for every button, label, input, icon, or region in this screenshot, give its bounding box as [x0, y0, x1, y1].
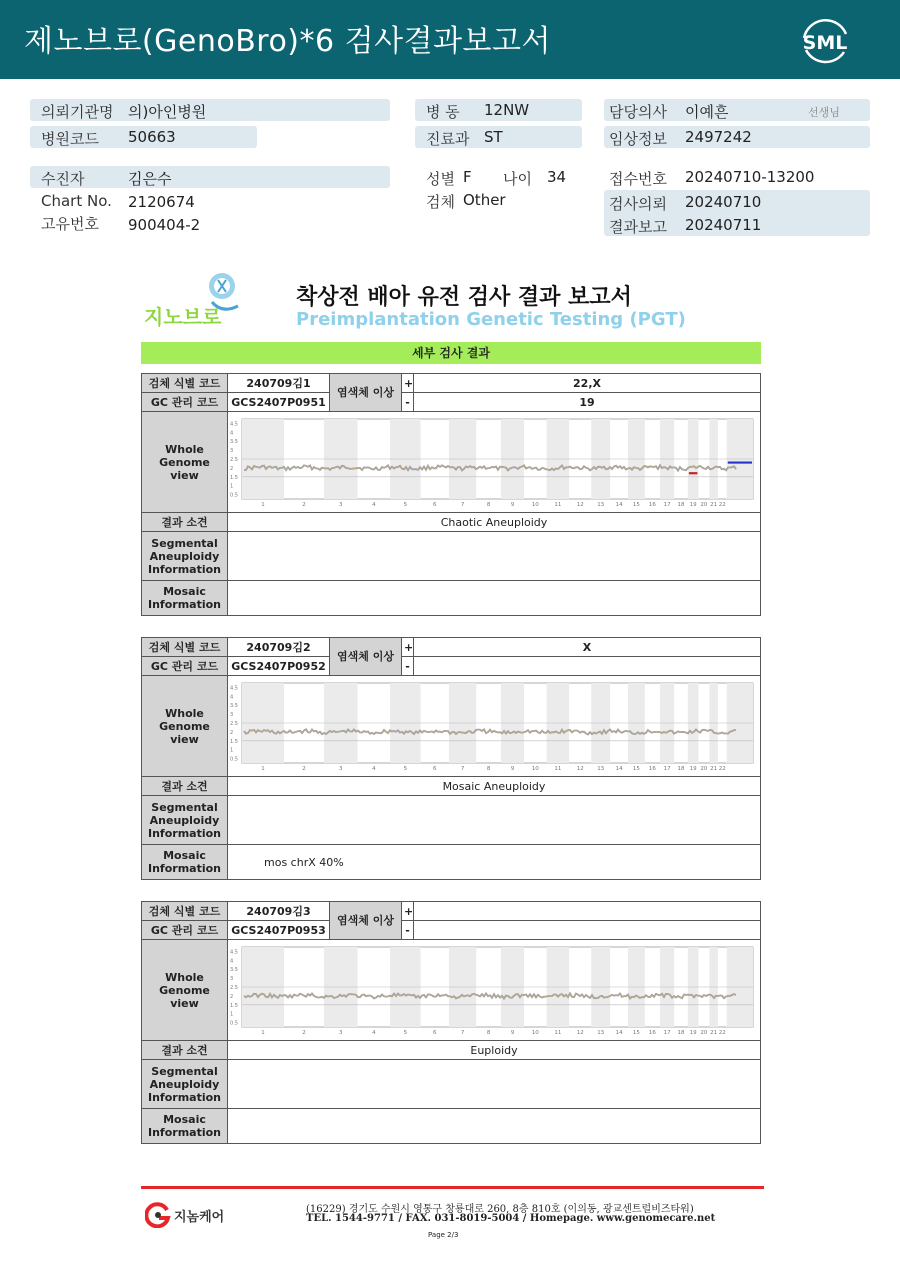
sex-label: 성별 [426, 170, 455, 188]
footer-contact: TEL. 1544-9771 / FAX. 031-8019-5004 / Homepage. www.genomecare.net [306, 1213, 716, 1224]
receipt-label: 접수번호 [609, 170, 667, 188]
chromosome-label: 11 [554, 1029, 562, 1036]
whole-genome-label-line: Genome [159, 983, 210, 997]
y-tick-label: 3 [230, 711, 234, 718]
mosaic-value [228, 581, 761, 616]
chromosome-label: 4 [372, 501, 376, 508]
result-value: Chaotic Aneuploidy [228, 513, 761, 532]
y-tick-label: 3.5 [230, 702, 238, 709]
result-label: 결과 소견 [142, 777, 228, 796]
whole-genome-label [142, 412, 228, 513]
chromosome-label: 13 [597, 765, 605, 772]
whole-genome-label-line: Whole [165, 970, 204, 984]
chromosome-label: 8 [486, 1029, 491, 1036]
segmental-label-line: Aneuploidy [149, 1077, 220, 1091]
chromosome-label: 11 [554, 501, 562, 508]
whole-genome-label-line: Genome [159, 719, 210, 733]
whole-genome-label-line: Whole [165, 442, 204, 456]
chart-value: 2120674 [128, 193, 195, 211]
age-value: 34 [547, 168, 567, 186]
chromosome-label: 22 [718, 501, 726, 508]
y-tick-label: 1 [230, 747, 234, 754]
hospital-label: 의뢰기관명 [41, 103, 114, 121]
report-title: 착상전 배아 유전 검사 결과 보고서 [296, 285, 632, 310]
segmental-label-line: Segmental [151, 536, 218, 550]
page-number: Page 2/3 [428, 1231, 459, 1239]
y-tick-label: 3 [230, 447, 234, 454]
y-tick-label: 4.5 [230, 684, 238, 691]
chromosome-label: 5 [403, 765, 408, 772]
chromosome-label: 2 [302, 765, 306, 772]
chromosome-label: 6 [432, 501, 437, 508]
whole-genome-label-line: Whole [165, 706, 204, 720]
y-tick-label: 2 [230, 465, 234, 472]
chromosome-label: 16 [648, 765, 656, 772]
y-tick-label: 4.5 [230, 420, 238, 427]
sample-table-2 [141, 637, 761, 880]
chromosome-label: 10 [531, 1029, 539, 1036]
patient-label: 수진자 [41, 170, 85, 188]
y-tick-label: 1.5 [230, 738, 238, 745]
request-label: 검사의뢰 [609, 195, 667, 213]
footer-company: 지놈케어 [174, 1210, 225, 1225]
mosaic-label-line: Information [148, 862, 221, 875]
y-tick-label: 1 [230, 1011, 234, 1018]
chromosome-label: 7 [460, 765, 465, 772]
chromosome-label: 20 [700, 765, 708, 772]
chromosome-label: 11 [554, 765, 562, 772]
mosaic-value [228, 1109, 761, 1144]
y-tick-label: 3.5 [230, 966, 238, 973]
result-label: 결과 소견 [142, 1041, 228, 1060]
receipt-value: 20240710-13200 [685, 168, 815, 186]
chromosome-label: 14 [615, 765, 623, 772]
mosaic-label-line: Mosaic [163, 585, 206, 598]
age-label: 나이 [503, 170, 532, 188]
genome-plot [228, 413, 758, 512]
chromosome-label: 2 [302, 1029, 306, 1036]
doctor-suffix: 선생님 [808, 106, 840, 119]
segmental-label [142, 532, 228, 581]
loss-sign: - [402, 657, 414, 676]
chromosome-label: 1 [261, 1029, 265, 1036]
y-tick-label: 1.5 [230, 474, 238, 481]
chromosome-label: 21 [710, 1029, 718, 1036]
ward-value: 12NW [484, 101, 530, 119]
gc-code-value: GCS2407P0953 [228, 921, 330, 940]
patient-value: 김은수 [128, 170, 172, 188]
chromosome-label: 12 [576, 765, 584, 772]
chromosome-label: 22 [718, 765, 726, 772]
footer-address: (16229) 경기도 수원시 영통구 창룡대로 260, 8층 810호 (이의동, 광교센트럴비즈타워) [306, 1204, 694, 1215]
hospital-code-label: 병원코드 [41, 130, 99, 148]
chromosome-label: 16 [648, 501, 656, 508]
gain-value: 22,X [414, 374, 761, 393]
chromosome-label: 18 [677, 1029, 685, 1036]
genome-plot [228, 941, 758, 1040]
gc-code-label: GC 관리 코드 [142, 657, 228, 676]
chromosome-label: 8 [486, 765, 491, 772]
segmental-value [228, 532, 761, 581]
sample-id-value: 240709김1 [228, 374, 330, 393]
dept-label: 진료과 [426, 130, 470, 148]
sample-id-value: 240709김2 [228, 638, 330, 657]
result-label: 결과 소견 [142, 513, 228, 532]
chromosome-label: 7 [460, 1029, 465, 1036]
unique-value: 900404-2 [128, 216, 201, 234]
chromosome-label: 9 [510, 765, 515, 772]
gain-sign: + [402, 374, 414, 393]
loss-sign: - [402, 921, 414, 940]
genobro-logo [142, 268, 262, 332]
y-tick-label: 0.5 [230, 492, 238, 499]
chromosome-label: 19 [689, 1029, 697, 1036]
mosaic-label-line: Information [148, 1126, 221, 1139]
y-tick-label: 2.5 [230, 456, 238, 463]
sample-id-label: 검체 식별 코드 [142, 374, 228, 393]
loss-value [414, 657, 761, 676]
gc-code-value: GCS2407P0951 [228, 393, 330, 412]
chromosome-label: 5 [403, 1029, 408, 1036]
genomecare-logo-icon [145, 1202, 171, 1228]
segmental-label-line: Segmental [151, 1064, 218, 1078]
chromosome-label: 3 [338, 765, 343, 772]
report-label: 결과보고 [609, 218, 667, 236]
y-tick-label: 4 [230, 429, 234, 436]
result-value: Euploidy [228, 1041, 761, 1060]
doctor-value: 이예흔 [685, 103, 729, 121]
request-value: 20240710 [685, 193, 762, 211]
chromosome-label: 4 [372, 765, 376, 772]
chrom-abnormal-label: 염색체 이상 [330, 374, 402, 412]
chromosome-label: 15 [632, 765, 640, 772]
footer-divider [141, 1186, 764, 1189]
whole-genome-label-line: view [170, 468, 199, 482]
header-bar [0, 0, 900, 79]
segmental-label-line: Segmental [151, 800, 218, 814]
chromosome-label: 19 [689, 765, 697, 772]
chrom-abnormal-label: 염색체 이상 [330, 638, 402, 676]
segmental-label-line: Aneuploidy [149, 813, 220, 827]
mosaic-label [142, 845, 228, 880]
segmental-value [228, 1060, 761, 1109]
y-tick-label: 2.5 [230, 720, 238, 727]
chromosome-label: 13 [597, 1029, 605, 1036]
chromosome-label: 22 [718, 1029, 726, 1036]
doctor-label: 담당의사 [609, 103, 667, 121]
whole-genome-label-line: Genome [159, 455, 210, 469]
sample-id-label: 검체 식별 코드 [142, 902, 228, 921]
mosaic-label [142, 581, 228, 616]
gc-code-label: GC 관리 코드 [142, 921, 228, 940]
chromosome-label: 17 [663, 1029, 671, 1036]
mosaic-label-line: Mosaic [163, 1113, 206, 1126]
sample-id-label: 검체 식별 코드 [142, 638, 228, 657]
chromosome-label: 18 [677, 501, 685, 508]
whole-genome-label-line: view [170, 732, 199, 746]
whole-genome-label [142, 676, 228, 777]
chromosome-label: 5 [403, 501, 408, 508]
sex-value: F [463, 168, 472, 186]
chromosome-label: 12 [576, 1029, 584, 1036]
chromosome-label: 9 [510, 501, 515, 508]
chrom-abnormal-label: 염색체 이상 [330, 902, 402, 940]
segmental-label-line: Information [148, 826, 221, 840]
report-subtitle: Preimplantation Genetic Testing (PGT) [296, 309, 686, 330]
y-tick-label: 1.5 [230, 1002, 238, 1009]
genome-plot [228, 677, 758, 776]
chromosome-label: 21 [710, 765, 718, 772]
ward-label: 병 동 [426, 103, 460, 121]
chromosome-label: 9 [510, 1029, 515, 1036]
mosaic-label-line: Information [148, 598, 221, 611]
y-tick-label: 4 [230, 693, 234, 700]
gain-sign: + [402, 902, 414, 921]
chromosome-label: 13 [597, 501, 605, 508]
mosaic-label-line: Mosaic [163, 849, 206, 862]
chromosome-label: 3 [338, 501, 343, 508]
loss-value [414, 921, 761, 940]
segmental-label-line: Aneuploidy [149, 549, 220, 563]
loss-value: 19 [414, 393, 761, 412]
clinical-value: 2497242 [685, 128, 752, 146]
hospital-code-value: 50663 [128, 128, 176, 146]
chromosome-label: 3 [338, 1029, 343, 1036]
segmental-value [228, 796, 761, 845]
gc-code-value: GCS2407P0952 [228, 657, 330, 676]
clinical-label: 임상정보 [609, 130, 667, 148]
chromosome-label: 15 [632, 501, 640, 508]
chromosome-label: 1 [261, 501, 265, 508]
hospital-value: 의)아인병원 [128, 103, 207, 121]
sml-logo [796, 12, 854, 70]
chromosome-label: 4 [372, 1029, 376, 1036]
chromosome-label: 6 [432, 1029, 437, 1036]
segmental-label [142, 1060, 228, 1109]
chromosome-label: 21 [710, 501, 718, 508]
y-tick-label: 2 [230, 729, 234, 736]
chromosome-label: 17 [663, 765, 671, 772]
chromosome-label: 2 [302, 501, 306, 508]
sample-id-value: 240709김3 [228, 902, 330, 921]
report-value: 20240711 [685, 216, 762, 234]
chromosome-label: 16 [648, 1029, 656, 1036]
y-tick-label: 0.5 [230, 756, 238, 763]
y-tick-label: 3 [230, 975, 234, 982]
sample-table-3 [141, 901, 761, 1144]
page-title: 제노브로(GenoBro)*6 검사결과보고서 [24, 24, 551, 59]
dept-value: ST [484, 128, 503, 146]
whole-genome-label-line: view [170, 996, 199, 1010]
chromosome-label: 10 [531, 501, 539, 508]
y-tick-label: 2 [230, 993, 234, 1000]
chromosome-label: 20 [700, 501, 708, 508]
chromosome-label: 15 [632, 1029, 640, 1036]
specimen-label: 검체 [426, 193, 455, 211]
gain-sign: + [402, 638, 414, 657]
loss-sign: - [402, 393, 414, 412]
gc-code-label: GC 관리 코드 [142, 393, 228, 412]
chromosome-label: 14 [615, 1029, 623, 1036]
unique-label: 고유번호 [41, 215, 99, 233]
chromosome-label: 1 [261, 765, 265, 772]
chromosome-label: 18 [677, 765, 685, 772]
section-title: 세부 검사 결과 [141, 342, 761, 364]
y-tick-label: 4 [230, 957, 234, 964]
svg-text:지노브로: 지노브로 [144, 305, 222, 329]
segmental-label-line: Information [148, 562, 221, 576]
specimen-value: Other [463, 191, 506, 209]
y-tick-label: 1 [230, 483, 234, 490]
chromosome-label: 6 [432, 765, 437, 772]
chromosome-label: 20 [700, 1029, 708, 1036]
segmental-label-line: Information [148, 1090, 221, 1104]
chart-label: Chart No. [41, 192, 112, 210]
chromosome-label: 14 [615, 501, 623, 508]
y-tick-label: 3.5 [230, 438, 238, 445]
chromosome-label: 10 [531, 765, 539, 772]
segmental-label [142, 796, 228, 845]
whole-genome-label [142, 940, 228, 1041]
result-value: Mosaic Aneuploidy [228, 777, 761, 796]
mosaic-label [142, 1109, 228, 1144]
y-tick-label: 4.5 [230, 948, 238, 955]
gain-value: X [414, 638, 761, 657]
sample-table-1 [141, 373, 761, 616]
svg-text:SML: SML [802, 32, 848, 54]
chromosome-label: 19 [689, 501, 697, 508]
chromosome-label: 12 [576, 501, 584, 508]
chromosome-label: 8 [486, 501, 491, 508]
gain-value [414, 902, 761, 921]
y-tick-label: 0.5 [230, 1020, 238, 1027]
chromosome-label: 17 [663, 501, 671, 508]
chromosome-label: 7 [460, 501, 465, 508]
mosaic-value: mos chrX 40% [228, 845, 761, 880]
y-tick-label: 2.5 [230, 984, 238, 991]
